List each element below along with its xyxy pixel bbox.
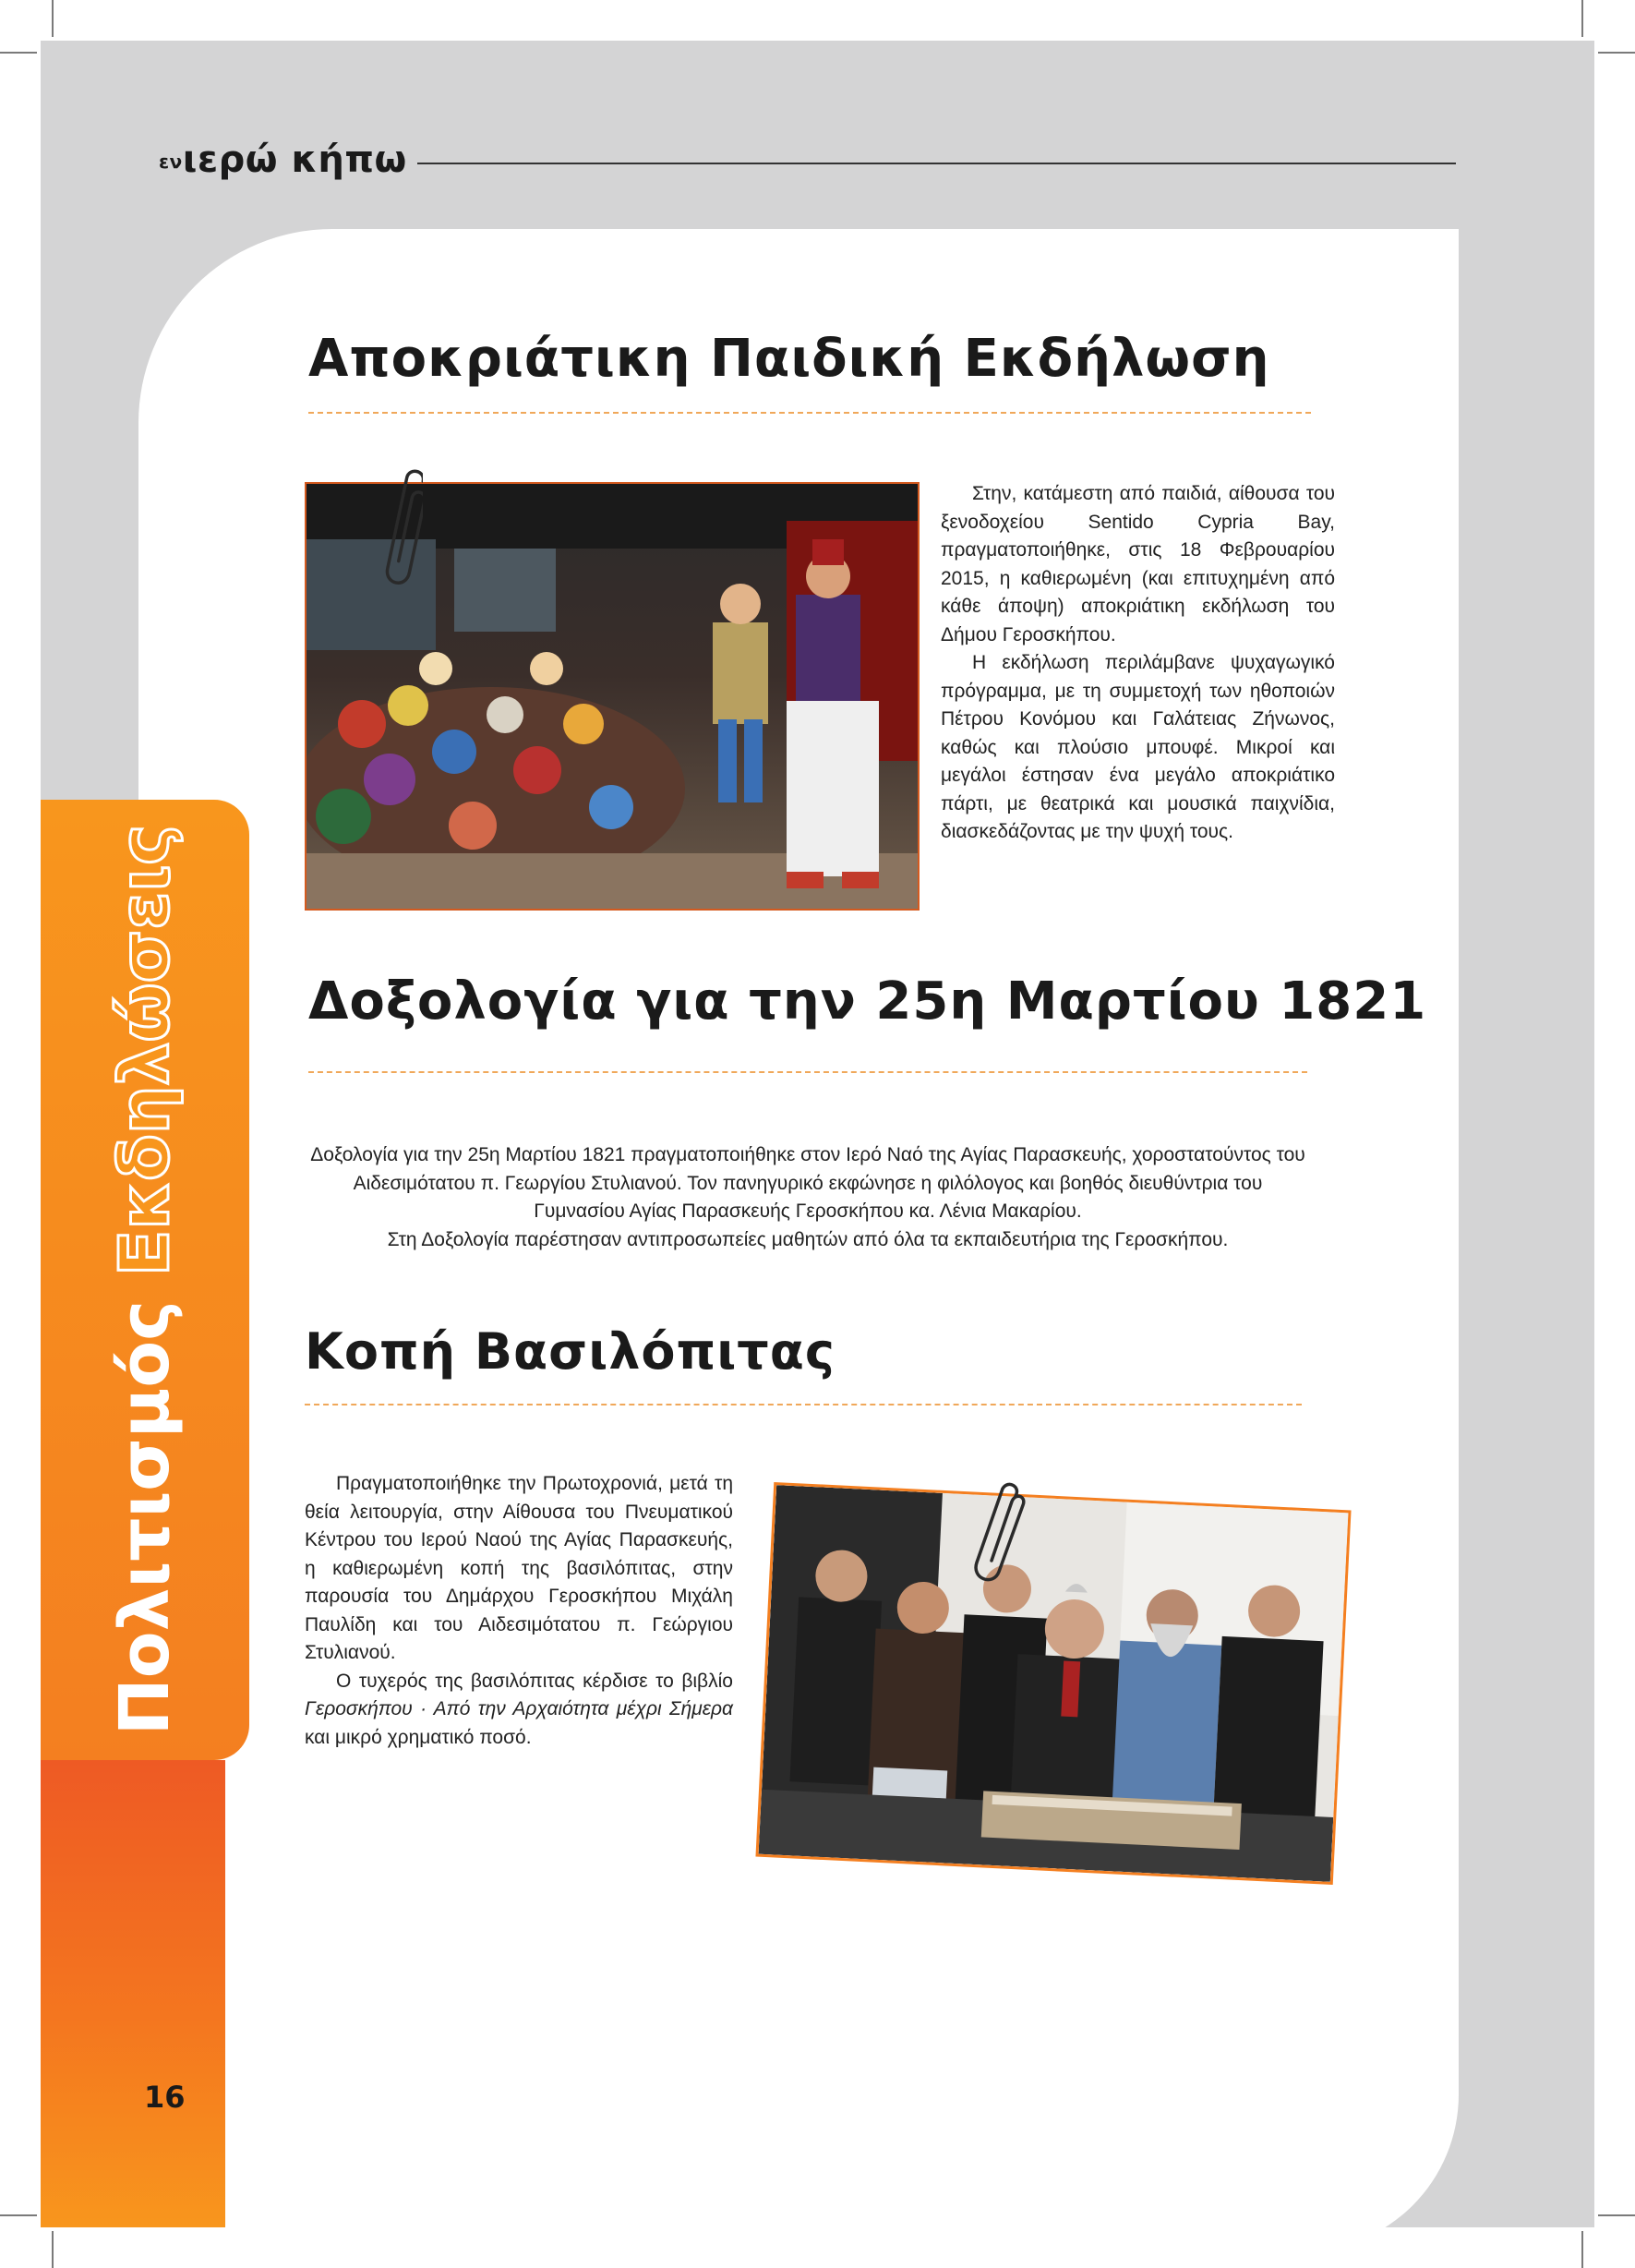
crop-mark xyxy=(0,2214,37,2216)
crop-mark xyxy=(1581,2231,1583,2268)
book-title: Γεροσκήπου · Από την Αρχαιότητα μέχρι Σήμερα xyxy=(305,1698,733,1719)
doxology-heading: Δοξολογία για την 25η Μαρτίου 1821 xyxy=(308,971,1427,1031)
doxology-heading-divider xyxy=(308,1071,1307,1073)
crop-mark xyxy=(52,0,54,37)
doxology-paragraph: Δοξολογία για την 25η Μαρτίου 1821 πραγματοποιήθηκε στον Ιερό Ναό της Αγίας Παρασκευής, χοροστατούντος του Αιδεσιμότατου π. Γεωργίου Στυλιανού. Τον πανηγυρικό εκφώνησε η φιλόλογος και βοηθός διευθύντρια του Γυμνασίου Αγίας Παρασκευής Γεροσκήπου κα. Λένια Μακαρίου. xyxy=(310,1144,1305,1222)
vasilopita-heading-divider xyxy=(305,1404,1302,1405)
masthead-rule xyxy=(417,163,1456,164)
vasilopita-paragraph: Πραγματοποιήθηκε την Πρωτοχρονιά, μετά τη θεία λειτουργία, στην Αίθουσα του Πνευματικού Κέντρου του Ιερού Ναού της Αγίας Παρασκευής, η καθιερωμένη κοπή της βασιλόπιτας, στην παρουσία του Δημάρχου Γεροσκήπου Μιχάλη Παυλίδη και του Αιδεσιμότατου π. Γεώργιου Στυλιανού. xyxy=(305,1473,733,1663)
crop-mark xyxy=(1581,0,1583,37)
sidebar-title-word2: Εκδηλώσεις xyxy=(105,824,185,1277)
doxology-text xyxy=(308,1141,1307,1254)
crop-mark xyxy=(1598,52,1635,54)
vasilopita-photo xyxy=(755,1482,1351,1885)
paperclip-icon xyxy=(964,1474,1028,1607)
sidebar-title xyxy=(99,818,191,1742)
crop-mark xyxy=(52,2231,54,2268)
crop-mark xyxy=(0,52,37,54)
paperclip-icon xyxy=(384,469,423,602)
carnival-paragraph: Στην, κατάμεστη από παιδιά, αίθουσα του ξενοδοχείου Sentido Cypria Bay, πραγματοποιήθηκε, στις 18 Φεβρουαρίου 2015, η καθιερωμένη (και επιτυχημένη από κάθε άποψη) αποκριάτικη εκδήλωση του Δήμου Γεροσκήπου. xyxy=(941,483,1335,645)
masthead xyxy=(159,139,407,181)
vasilopita-text-end: και μικρό χρηματικό ποσό. xyxy=(305,1726,532,1748)
carnival-heading-divider xyxy=(308,412,1311,414)
doxology-paragraph: Στη Δοξολογία παρέστησαν αντιπροσωπείες μαθητών από όλα τα εκπαιδευτήρια της Γεροσκήπου. xyxy=(387,1228,1229,1250)
carnival-heading: Αποκριάτικη Παιδική Εκδήλωση xyxy=(308,329,1270,389)
vasilopita-photo-image xyxy=(759,1485,1349,1882)
sidebar-gradient-strip xyxy=(41,1760,225,2227)
vasilopita-text-start: Ο τυχερός της βασιλόπιτας κέρδισε το βιβλίο xyxy=(336,1670,733,1692)
vasilopita-paragraph-2 xyxy=(305,1668,733,1753)
carnival-paragraph: Η εκδήλωση περιλάμβανε ψυχαγωγικό πρόγραμμα, με τη συμμετοχή των ηθοποιών Πέτρου Κονόμου και Γαλάτειας Ζήνωνος, καθώς και πλούσιο μπουφέ. Μικροί και μεγάλοι έστησαν ένα μεγάλο αποκριάτικο πάρτι, με θεατρικά και μουσικά παιχνίδια, διασκεδάζοντας με την ψυχή τους. xyxy=(941,652,1335,842)
masthead-superscript: εν xyxy=(159,151,183,173)
vasilopita-heading: Κοπή Βασιλόπιτας xyxy=(305,1322,836,1381)
masthead-title: ιερώ κήπω xyxy=(182,139,407,181)
sidebar-title-word1: Πολιτισμός xyxy=(105,1299,185,1736)
carnival-text xyxy=(941,480,1335,847)
page-number: 16 xyxy=(144,2080,186,2115)
crop-mark xyxy=(1598,2214,1635,2216)
vasilopita-text xyxy=(305,1470,733,1752)
